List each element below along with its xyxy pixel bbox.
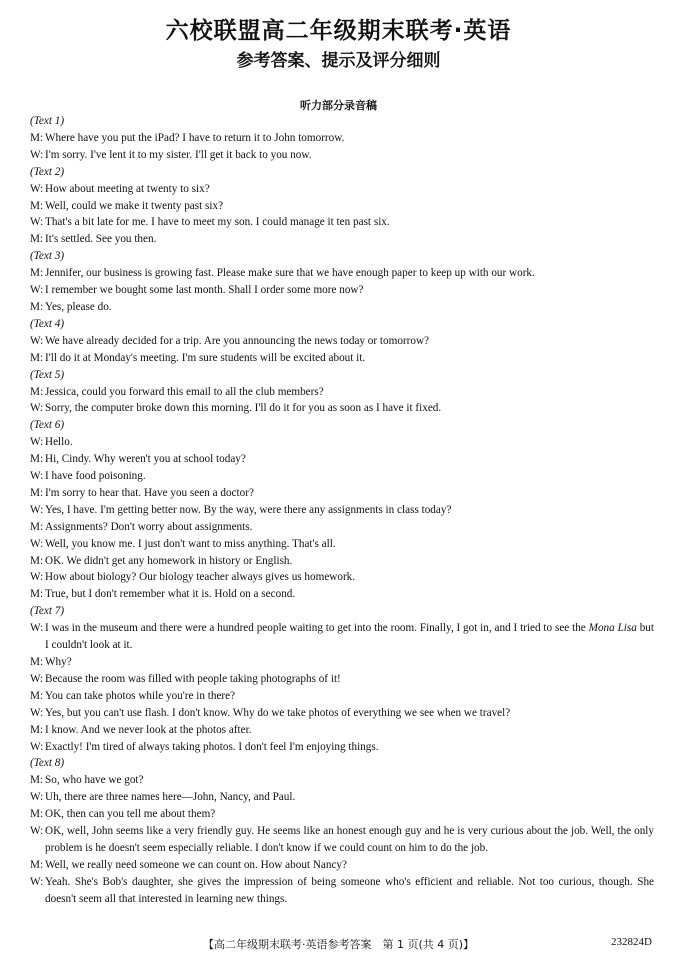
speaker-label: M: bbox=[30, 520, 44, 533]
dialogue-text: OK, well, John seems like a very friendly guy. He seems like an honest enough guy and he is very curious about the job. Well, the only problem is he doesn't seem especially reliable. I don't know if we could count on him to do the job. bbox=[45, 825, 654, 854]
speaker-label: W: bbox=[30, 537, 44, 550]
dialogue-line bbox=[30, 688, 654, 705]
dialogue-line bbox=[30, 806, 654, 823]
speaker-label: M: bbox=[30, 486, 44, 499]
speaker-label: W: bbox=[30, 402, 44, 415]
dialogue-line bbox=[30, 823, 654, 857]
speaker-label: W: bbox=[30, 740, 44, 753]
dialogue-text: We have already decided for a trip. Are you announcing the news today or tomorrow? bbox=[45, 334, 430, 347]
dialogue-line bbox=[30, 181, 654, 198]
dialogue-line bbox=[30, 198, 654, 215]
dialogue-text: Hi, Cindy. Why weren't you at school today? bbox=[45, 453, 246, 466]
dialogue-text: I'll do it at Monday's meeting. I'm sure students will be excited about it. bbox=[45, 351, 366, 364]
dialogue-text: I'm sorry. I've lent it to my sister. I'll get it back to you now. bbox=[45, 148, 312, 161]
dialogue-text: Yes, please do. bbox=[45, 300, 112, 313]
dialogue-line bbox=[30, 147, 654, 164]
dialogue-line bbox=[30, 620, 654, 654]
speaker-label: M: bbox=[30, 351, 44, 364]
speaker-label: M: bbox=[30, 656, 44, 668]
dialogue-line bbox=[30, 586, 654, 603]
dialogue-line bbox=[30, 333, 654, 350]
dialogue-line bbox=[30, 536, 654, 553]
dialogue-text: Where have you put the iPad? I have to return it to John tomorrow. bbox=[45, 131, 345, 144]
speaker-label: W: bbox=[30, 706, 44, 719]
section-heading: 听力部分录音稿 bbox=[300, 99, 377, 112]
text-label: (Text 6) bbox=[30, 419, 65, 432]
speaker-label: W: bbox=[30, 571, 44, 584]
dialogue-line bbox=[30, 400, 654, 417]
dialogue-line bbox=[30, 502, 654, 519]
dialogue-text: Yeah. She's Bob's daughter, she gives the impression of being someone who's efficient and reliable. Not too curious, though. She doesn't seem all that interested in learning new things. bbox=[45, 875, 654, 905]
speaker-label: W: bbox=[30, 791, 44, 804]
dialogue-line bbox=[30, 130, 654, 147]
speaker-label: W: bbox=[30, 503, 44, 516]
speaker-label: M: bbox=[30, 808, 44, 821]
speaker-label: M: bbox=[30, 689, 44, 702]
dialogue-text: Well, could we make it twenty past six? bbox=[45, 199, 224, 212]
text-label: (Text 7) bbox=[30, 605, 65, 618]
dialogue-text: You can take photos while you're in there? bbox=[45, 689, 236, 702]
dialogue-text: So, who have we got? bbox=[45, 774, 144, 787]
dialogue-line bbox=[30, 789, 654, 806]
dialogue-line bbox=[30, 874, 654, 908]
speaker-label: W: bbox=[30, 825, 44, 838]
speaker-label: M: bbox=[30, 267, 44, 280]
transcript bbox=[30, 113, 654, 908]
dialogue-text: How about meeting at twenty to six? bbox=[45, 182, 210, 195]
dialogue-line bbox=[30, 722, 654, 739]
dialogue-text: How about biology? Our biology teacher always gives us homework. bbox=[45, 571, 356, 584]
dialogue-text: That's a bit late for me. I have to meet my son. I could manage it ten past six. bbox=[45, 216, 390, 229]
dialogue-line bbox=[30, 519, 654, 536]
dialogue-line bbox=[30, 384, 654, 401]
text-label: (Text 8) bbox=[30, 757, 65, 770]
dialogue-text: Yes, but you can't use flash. I don't know. Why do we take photos of everything we see when we travel? bbox=[45, 706, 511, 719]
dialogue-text: Exactly! I'm tired of always taking photos. I don't feel I'm enjoying things. bbox=[45, 740, 379, 753]
speaker-label: W: bbox=[30, 875, 44, 888]
speaker-label: M: bbox=[30, 723, 44, 736]
text-label: (Text 3) bbox=[30, 250, 65, 263]
dialogue-text: It's settled. See you then. bbox=[45, 233, 157, 246]
speaker-label: W: bbox=[30, 216, 44, 229]
dialogue-line bbox=[30, 569, 654, 586]
speaker-label: W: bbox=[30, 672, 44, 685]
dialogue-text: Assignments? Don't worry about assignments. bbox=[45, 520, 253, 533]
dialogue-line bbox=[30, 451, 654, 468]
speaker-label: M: bbox=[30, 858, 44, 871]
footer-code: 232824D bbox=[611, 936, 652, 948]
speaker-label: M: bbox=[30, 131, 44, 144]
speaker-label: W: bbox=[30, 284, 44, 297]
dialogue-text: OK. We didn't get any homework in history or English. bbox=[45, 554, 293, 567]
dialogue-line bbox=[30, 299, 654, 316]
dialogue-text: Uh, there are three names here—John, Nancy, and Paul. bbox=[45, 791, 296, 804]
dialogue-text: Jessica, could you forward this email to all the club members? bbox=[45, 385, 324, 398]
dialogue-text: I remember we bought some last month. Shall I order some more now? bbox=[45, 284, 364, 297]
dialogue-line bbox=[30, 772, 654, 789]
text-label: (Text 2) bbox=[30, 165, 65, 178]
speaker-label: M: bbox=[30, 588, 44, 601]
speaker-label: W: bbox=[30, 436, 44, 449]
dialogue-line bbox=[30, 553, 654, 570]
speaker-label: W: bbox=[30, 148, 44, 161]
speaker-label: M: bbox=[30, 300, 44, 313]
text-label: (Text 4) bbox=[30, 317, 65, 330]
dialogue-line bbox=[30, 468, 654, 485]
speaker-label: M: bbox=[30, 233, 44, 246]
document-subtitle: 参考答案、提示及评分细则 bbox=[236, 51, 441, 71]
speaker-label: W: bbox=[30, 470, 44, 483]
dialogue-line bbox=[30, 265, 654, 282]
speaker-label: W: bbox=[30, 182, 44, 195]
dialogue-line bbox=[30, 485, 654, 502]
speaker-label: W: bbox=[30, 622, 44, 635]
dialogue-line bbox=[30, 434, 654, 451]
speaker-label: M: bbox=[30, 774, 44, 787]
dialogue-line bbox=[30, 231, 654, 248]
dialogue-line bbox=[30, 857, 654, 874]
footer-page-info: 【高二年级期末联考·英语参考答案 第 1 页(共 4 页)】 bbox=[202, 938, 475, 951]
dialogue-text: OK, then can you tell me about them? bbox=[45, 808, 216, 821]
dialogue-text: Yes, I have. I'm getting better now. By the way, were there any assignments in class today? bbox=[45, 503, 452, 516]
dialogue-text: Hello. bbox=[45, 436, 73, 449]
dialogue-line bbox=[30, 671, 654, 688]
text-label: (Text 1) bbox=[30, 115, 65, 127]
page-footer bbox=[0, 936, 677, 952]
dialogue-line bbox=[30, 739, 654, 756]
speaker-label: M: bbox=[30, 554, 44, 567]
dialogue-text: Because the room was filled with people taking photographs of it! bbox=[45, 672, 341, 685]
artwork-title: Mona Lisa bbox=[588, 622, 637, 635]
speaker-label: M: bbox=[30, 199, 44, 212]
dialogue-line bbox=[30, 214, 654, 231]
dialogue-line bbox=[30, 350, 654, 367]
dialogue-text: I know. And we never look at the photos after. bbox=[45, 723, 252, 736]
dialogue-text: Why? bbox=[45, 656, 72, 668]
dialogue-text: I have food poisoning. bbox=[45, 470, 146, 483]
speaker-label: M: bbox=[30, 453, 44, 466]
dialogue-line bbox=[30, 654, 654, 671]
speaker-label: M: bbox=[30, 385, 44, 398]
dialogue-line bbox=[30, 282, 654, 299]
document-title: 六校联盟高二年级期末联考·英语 bbox=[165, 18, 512, 44]
dialogue-text: Sorry, the computer broke down this morning. I'll do it for you as soon as I have it fixed. bbox=[45, 402, 442, 415]
dialogue-text: I'm sorry to hear that. Have you seen a doctor? bbox=[45, 486, 254, 499]
dialogue-text: Well, we really need someone we can count on. How about Nancy? bbox=[45, 858, 347, 871]
dialogue-text: Jennifer, our business is growing fast. Please make sure that we have enough paper to keep up with our work. bbox=[45, 267, 535, 280]
dialogue-text: True, but I don't remember what it is. Hold on a second. bbox=[45, 588, 296, 601]
speaker-label: W: bbox=[30, 334, 44, 347]
dialogue-line bbox=[30, 705, 654, 722]
text-label: (Text 5) bbox=[30, 368, 65, 381]
dialogue-text: I was in the museum and there were a hundred people waiting to get into the room. Finally, I got in, and I tried to see the Mona Lisa but I couldn't look at it. bbox=[45, 622, 654, 652]
dialogue-text: Well, you know me. I just don't want to miss anything. That's all. bbox=[45, 537, 336, 550]
